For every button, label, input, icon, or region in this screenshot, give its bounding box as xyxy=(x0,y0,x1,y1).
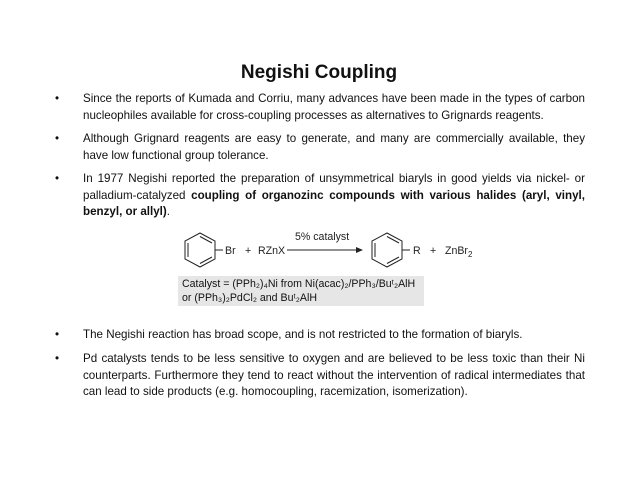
reagent-label: RZnX xyxy=(258,245,286,257)
reactant-halide-label: Br xyxy=(225,245,236,257)
bullet-2 xyxy=(55,131,585,164)
reaction-arrow-icon xyxy=(287,247,363,253)
plus-sign-1: + xyxy=(245,245,252,257)
bullet-text-end: . xyxy=(166,205,170,218)
arrow-label: 5% catalyst xyxy=(295,231,350,243)
bullet-5 xyxy=(55,351,585,401)
bullet-1 xyxy=(55,91,585,124)
bullet-4 xyxy=(55,327,585,344)
byproduct-label xyxy=(445,245,473,259)
catalyst-line-2: or (PPh₃)₂PdCl₂ and Buᵗ₂AlH xyxy=(182,292,317,304)
benzene-ring-reactant-icon xyxy=(185,233,223,267)
bullet-text: Since the reports of Kumada and Corriu, many advances have been made in the types of carbon nucleophiles available for cross-coupling processes as alternatives to Grignards reagents. xyxy=(83,92,585,122)
bullet-marker: • xyxy=(55,172,60,185)
bullet-3 xyxy=(55,171,585,221)
catalyst-line-1: Catalyst = (PPh₂)₄Ni from Ni(acac)₂/PPh₃/Buᵗ₂AlH xyxy=(182,278,416,290)
bullet-marker: • xyxy=(55,92,60,105)
benzene-ring-product-icon xyxy=(372,233,410,267)
plus-sign-2: + xyxy=(430,245,437,257)
bullet-text: Pd catalysts tends to be less sensitive to oxygen and are believed to be less toxic than their Ni counterparts. Furthermore they tend to react without the intervention of radical intermediates that can lead to side products (e.g. homocoupling, racemization, isomerization). xyxy=(83,352,585,398)
bullet-text xyxy=(83,171,585,221)
bullet-text-bold: coupling of organozinc compounds with various halides (aryl, vinyl, benzyl, or allyl) xyxy=(83,188,585,218)
byproduct-subscript: 2 xyxy=(467,250,473,259)
product-substituent-label: R xyxy=(413,245,421,257)
slide-title: Negishi Coupling xyxy=(240,62,398,83)
bullet-text: The Negishi reaction has broad scope, and is not restricted to the formation of biaryls. xyxy=(83,328,523,341)
bullet-marker: • xyxy=(55,328,60,341)
catalyst-box xyxy=(178,276,424,306)
bullet-text-plain: In 1977 Negishi reported the preparation of unsymmetrical biaryls in good yields via nickel- or palladium-catalyzed xyxy=(83,172,585,202)
bullet-text: Although Grignard reagents are easy to generate, and many are commercially available, they have low functional group tolerance. xyxy=(83,132,585,162)
bullet-marker: • xyxy=(55,352,60,365)
bullet-marker: • xyxy=(55,132,60,145)
byproduct-formula: ZnBr xyxy=(445,245,468,257)
